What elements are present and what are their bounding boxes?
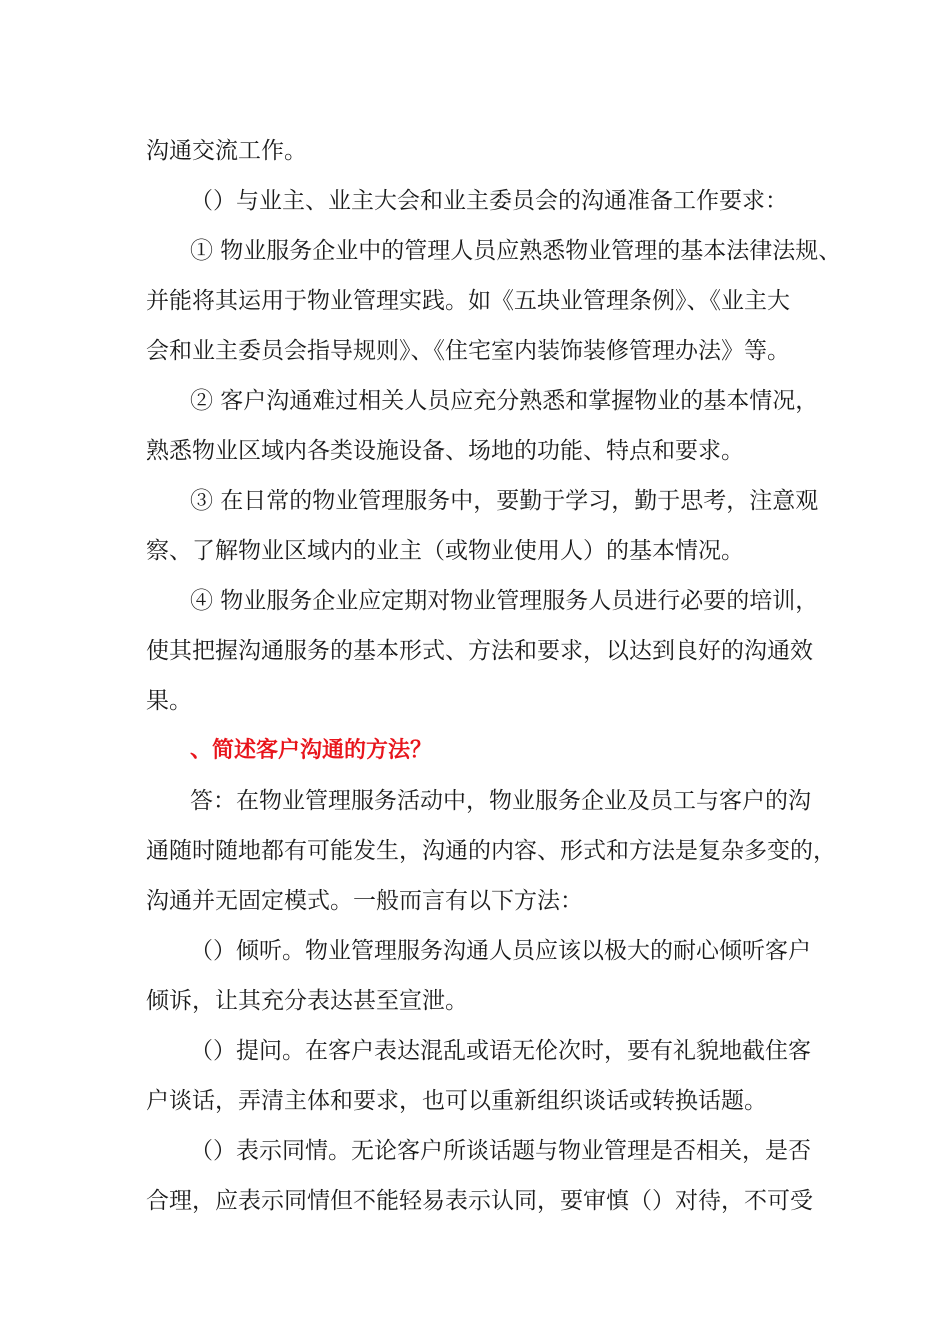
text-line: 合理，应表示同情但不能轻易表示认同，要审慎（）对待，不可受 xyxy=(146,1188,813,1214)
text-line: （）与业主、业主大会和业主委员会的沟通准备工作要求： xyxy=(190,188,788,214)
text-line: ③ 在日常的物业管理服务中，要勤于学习，勤于思考，注意观 xyxy=(190,488,819,514)
text-line: 会和业主委员会指导规则》、《住宅室内装饰装修管理办法》等。 xyxy=(146,338,790,364)
text-line: ① 物业服务企业中的管理人员应熟悉物业管理的基本法律法规、 xyxy=(190,238,842,264)
text-line: 使其把握沟通服务的基本形式、方法和要求，以达到良好的沟通效 xyxy=(146,638,813,664)
text-line: 户谈话，弄清主体和要求，也可以重新组织谈话或转换话题。 xyxy=(146,1088,767,1114)
text-line: 熟悉物业区域内各类设施设备、场地的功能、特点和要求。 xyxy=(146,438,744,464)
text-line: ② 客户沟通难过相关人员应充分熟悉和掌握物业的基本情况， xyxy=(190,388,819,414)
text-line: 通随时随地都有可能发生，沟通的内容、形式和方法是复杂多变的， xyxy=(146,838,836,864)
section-heading: 、简述客户沟通的方法？ xyxy=(190,738,433,763)
text-line: 并能将其运用于物业管理实践。如《五块业管理条例》、《业主大 xyxy=(146,288,790,314)
text-line: （）提问。在客户表达混乱或语无伦次时，要有礼貌地截住客 xyxy=(190,1038,811,1064)
text-line: ④ 物业服务企业应定期对物业管理服务人员进行必要的培训， xyxy=(190,588,819,614)
text-line: 察、了解物业区域内的业主（或物业使用人）的基本情况。 xyxy=(146,538,744,564)
text-line: （）表示同情。无论客户所谈话题与物业管理是否相关，是否 xyxy=(190,1138,811,1164)
text-line: 答：在物业管理服务活动中，物业服务企业及员工与客户的沟 xyxy=(190,788,811,814)
text-line: （）倾听。物业管理服务沟通人员应该以极大的耐心倾听客户 xyxy=(190,938,811,964)
text-line: 沟通并无固定模式。一般而言有以下方法： xyxy=(146,888,583,914)
text-line: 倾诉，让其充分表达甚至宣泄。 xyxy=(146,988,468,1014)
text-line: 果。 xyxy=(146,688,192,714)
text-line: 沟通交流工作。 xyxy=(146,138,307,164)
